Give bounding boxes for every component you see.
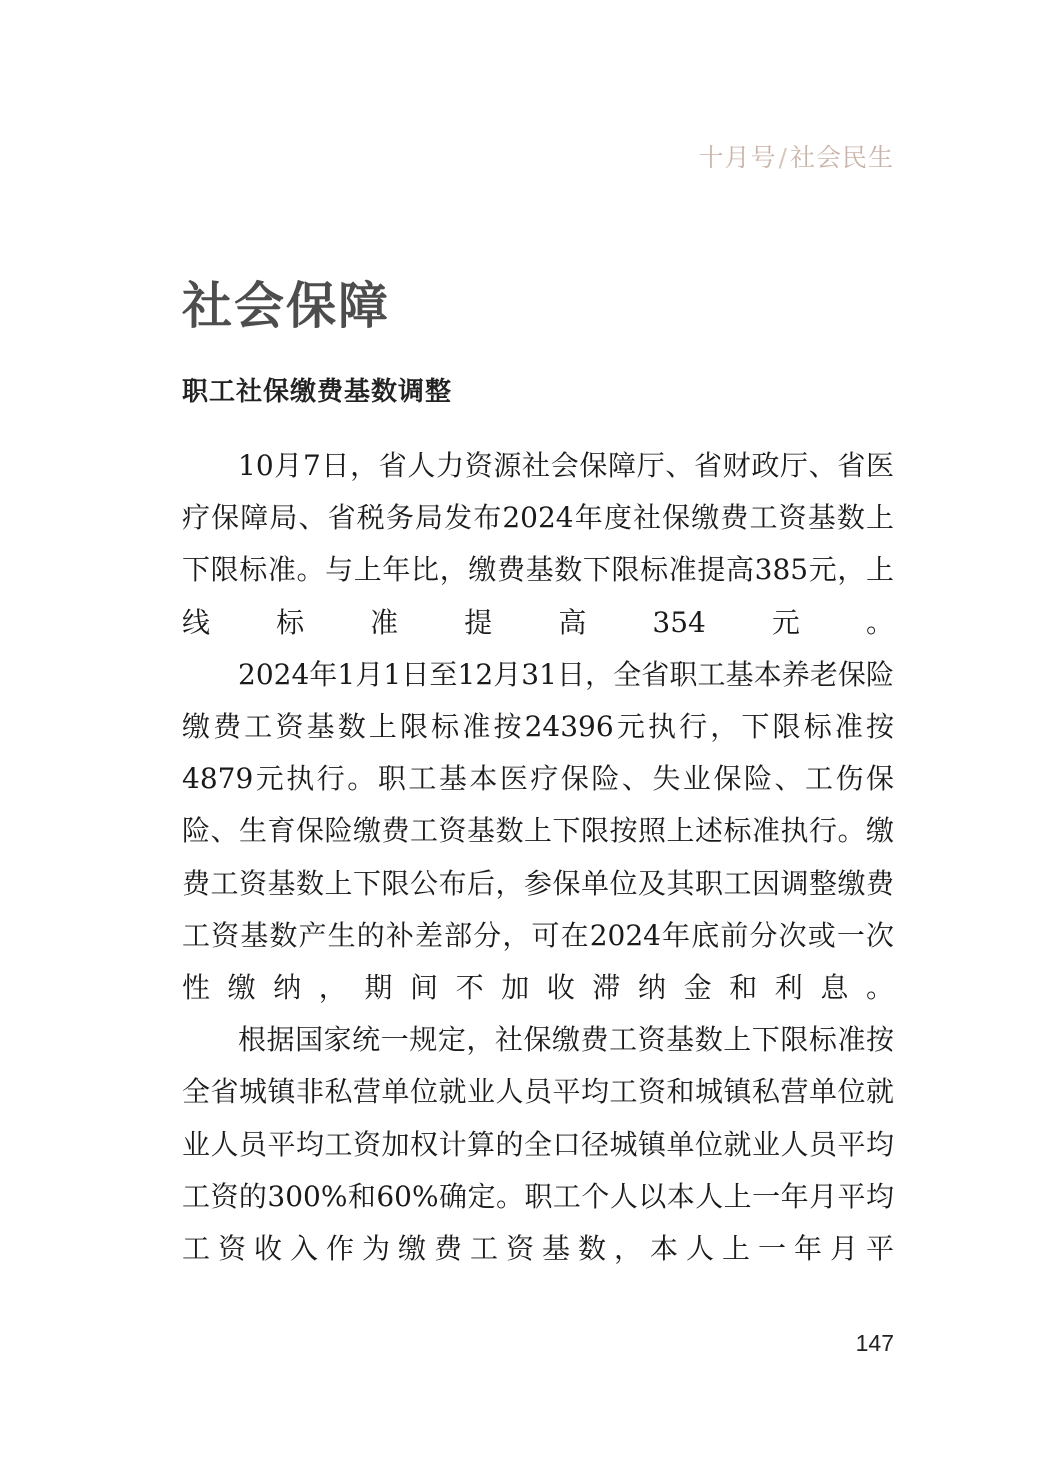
paragraph-1: 10月7日，省人力资源社会保障厅、省财政厅、省医疗保障局、省税务局发布2024年度社保缴费工资基数上下限标准。与上年比，缴费基数下限标准提高385元，上线标准提高354元。 (182, 449, 894, 639)
paragraph-2: 2024年1月1日至12月31日，全省职工基本养老保险缴费工资基数上限标准按24396元执行，下限标准按4879元执行。职工基本医疗保险、失业保险、工伤保险、生育保险缴费工资基数上下限按照上述标准执行。缴费工资基数上下限公布后，参保单位及其职工因调整缴费工资基数产生的补差部分，可在2024年底前分次或一次性缴纳，期间不加收滞纳金和利息。 (182, 657, 894, 1005)
header-separator: / (778, 143, 788, 172)
issue-label: 十月号 (698, 143, 777, 172)
paragraph-3: 根据国家统一规定，社保缴费工资基数上下限标准按全省城镇非私营单位就业人员平均工资和城镇私营单位就业人员平均工资加权计算的全口径城镇单位就业人员平均工资的300%和60%确定。职工个人以本人上一年月平均工资收入作为缴费工资基数，本人上一年月平 (182, 1023, 894, 1266)
article-subtitle: 职工社保缴费基数调整 (182, 377, 453, 407)
column-label: 社会民生 (789, 143, 894, 172)
section-title: 社会保障 (182, 277, 390, 335)
page-number: 147 (855, 1330, 894, 1356)
article-body (182, 440, 894, 1275)
running-header (699, 138, 894, 174)
